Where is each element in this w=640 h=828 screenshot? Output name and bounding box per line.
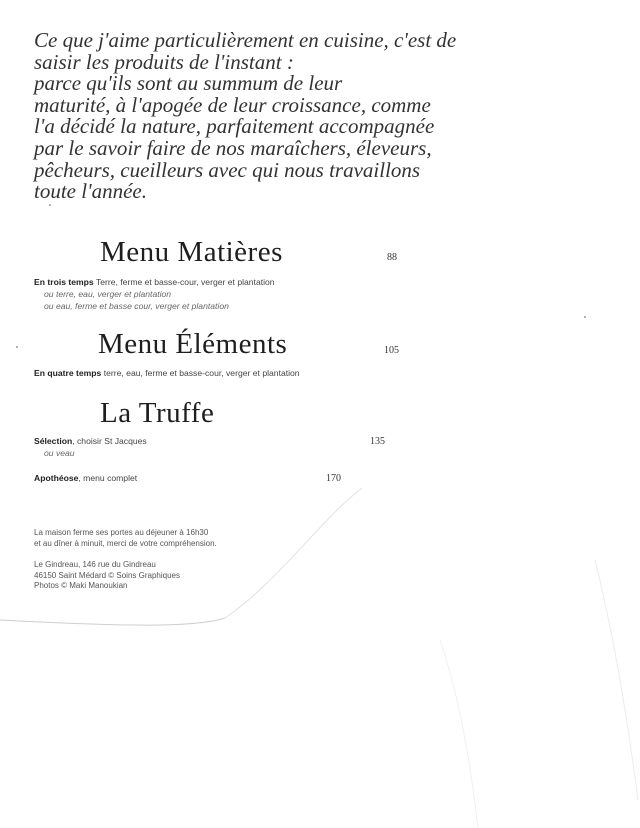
address-line: Le Gindreau, 146 rue du Gindreau	[34, 560, 156, 569]
intro-line: pêcheurs, cueilleurs avec qui nous travaillons	[34, 157, 421, 182]
intro-line: parce qu'ils sont au summum de leur	[34, 71, 343, 96]
menu-matieres-option: ou terre, eau, verger et plantation	[44, 289, 172, 299]
paper-speck	[49, 204, 51, 206]
menu-matieres-option: Terre, ferme et basse-cour, verger et plantation	[95, 277, 275, 287]
restaurant-address	[34, 560, 180, 592]
menu-elements-line	[34, 368, 300, 379]
notice-line: La maison ferme ses portes au déjeuner à 16h30	[34, 528, 209, 537]
truffe-apotheose-line	[34, 473, 137, 484]
truffe-selection-line	[34, 436, 147, 447]
intro-line: maturité, à l'apogée de leur croissance, comme	[34, 92, 431, 117]
address-line: 46150 Saint Médard © Soins Graphiques	[34, 570, 180, 580]
truffe-selection-alt: ou veau	[44, 448, 75, 458]
truffe-selection-text: , choisir St Jacques	[72, 436, 147, 446]
intro-line: par le savoir faire de nos maraîchers, éleveurs,	[34, 135, 432, 160]
menu-elements-label: En quatre temps	[34, 368, 102, 378]
intro-line: Ce que j'aime particulièrement en cuisine, c'est de	[34, 28, 457, 52]
notice-line: et au dîner à minuit, merci de votre compréhension.	[34, 538, 217, 548]
truffe-apotheose-label: Apothéose	[34, 473, 79, 483]
menu-elements-description: terre, eau, ferme et basse-cour, verger et plantation	[103, 368, 300, 378]
intro-line: toute l'année.	[34, 179, 147, 204]
photo-credit: Photos © Maki Manoukian	[34, 581, 128, 590]
menu-matieres-option: ou eau, ferme et basse cour, verger et plantation	[44, 301, 229, 311]
truffe-apotheose-text: , menu complet	[78, 473, 138, 483]
menu-matieres-title: Menu Matières	[100, 236, 283, 268]
menu-matieres-line-1	[34, 277, 275, 288]
la-truffe-title: La Truffe	[100, 397, 215, 429]
intro-line: l'a décidé la nature, parfaitement accompagnée	[34, 114, 435, 139]
truffe-selection-price: 135	[370, 436, 385, 447]
paper-speck	[584, 316, 586, 318]
menu-elements-price: 105	[384, 345, 399, 356]
intro-line: saisir les produits de l'instant :	[34, 49, 294, 74]
paper-speck	[16, 346, 18, 348]
intro-quote	[34, 28, 457, 204]
menu-matieres-label: En trois temps	[34, 277, 94, 287]
menu-matieres-price: 88	[387, 252, 397, 263]
truffe-selection-label: Sélection	[34, 436, 73, 446]
menu-elements-title: Menu Éléments	[98, 328, 288, 360]
truffe-apotheose-price: 170	[326, 473, 341, 484]
closing-hours-notice	[34, 528, 217, 549]
